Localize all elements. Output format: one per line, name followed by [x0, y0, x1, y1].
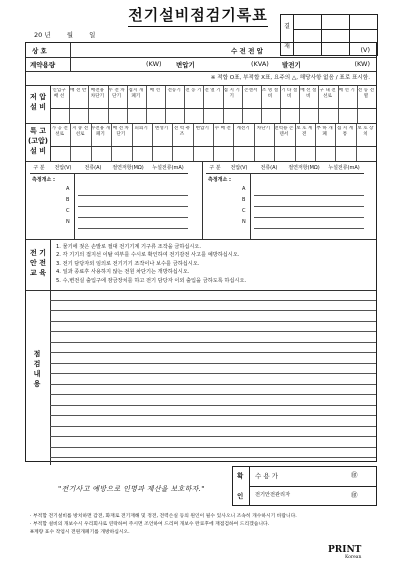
date-day: 일 — [89, 31, 96, 39]
measurement-row-label: B — [66, 197, 70, 203]
low-voltage-item: 전등기 — [167, 88, 181, 93]
high-voltage-answer-cell[interactable] — [315, 147, 335, 161]
low-voltage-answer-cell[interactable] — [261, 109, 280, 123]
low-voltage-answer-cell[interactable] — [127, 109, 146, 123]
measurement-header: 구 분 — [33, 165, 45, 171]
high-voltage-item: 배 전 차단기 — [112, 126, 129, 137]
measurement-row-label: C — [66, 208, 70, 214]
high-voltage-answer-cell[interactable] — [356, 147, 376, 161]
inspection-line[interactable] — [50, 363, 376, 364]
low-voltage-answer-cell[interactable] — [88, 109, 107, 123]
low-voltage-item: 전 등 전 열 — [357, 88, 375, 99]
confirm-top: 확 — [237, 472, 244, 480]
safety-slogan: "전기사고 예방으로 인명과 재산을 보호하자." — [58, 485, 205, 493]
inspection-line[interactable] — [50, 373, 376, 374]
voltage-label: 수 전 전 압 — [231, 46, 263, 55]
high-voltage-item: 지 중 전선로 — [71, 126, 89, 137]
high-voltage-grid — [26, 123, 376, 162]
measurement-row-label: A — [242, 186, 246, 192]
high-voltage-item: 수전용 개폐기 — [90, 126, 111, 137]
inspection-line[interactable] — [50, 331, 376, 332]
voltage-unit: (V) — [360, 46, 370, 54]
logo-text: PRINT — [328, 545, 362, 555]
high-voltage-item: 접 지 계 통 — [336, 126, 354, 137]
customer-label: 수 용 가 — [255, 472, 278, 480]
high-voltage-label: 특 고 (고압) 설 비 — [28, 127, 48, 155]
education-line: 5. 수,변전실 출입구에 잠금장치를 하고 전기 담당자 이외 출입을 금하도록 하십시오. — [56, 277, 247, 284]
low-voltage-grid — [26, 85, 376, 124]
date-year: 20 년 — [34, 31, 51, 39]
high-voltage-answer-cell[interactable] — [254, 147, 274, 161]
high-voltage-answer-cell[interactable] — [132, 147, 152, 161]
measurement-header: 전류(A) — [260, 165, 278, 171]
generator-unit: (KW) — [354, 60, 370, 68]
high-voltage-item: 피뢰기 — [134, 126, 148, 131]
high-voltage-item: 계전기 — [236, 126, 250, 131]
high-voltage-answer-cell[interactable] — [91, 147, 111, 161]
education-line: 1. 물기에 젖은 손발로 절대 전기기계 기구류 조작을 금하십시오. — [56, 244, 202, 250]
low-voltage-answer-cell[interactable] — [165, 109, 184, 123]
high-voltage-answer-cell[interactable] — [295, 147, 315, 161]
low-voltage-item: 전 열 기 — [204, 88, 221, 93]
form-title: 전기설비점검기록표 — [128, 4, 268, 27]
manager-label: 전기안전관리자 — [255, 492, 291, 498]
generator-label: 발전기 — [282, 60, 301, 69]
approval-bottom: 재 — [284, 42, 290, 50]
transformer-unit: (KVA) — [251, 60, 269, 68]
print-logo — [328, 545, 361, 560]
low-voltage-answer-cell[interactable] — [69, 109, 88, 123]
measurement-row-label: B — [242, 197, 246, 203]
measurement-header: 절연저항(MΩ) — [112, 165, 144, 171]
inspection-line[interactable] — [50, 457, 376, 458]
measurement-caption: 측정개소 : — [208, 177, 232, 183]
high-voltage-item: 수 배 전 — [214, 126, 231, 131]
footnote-3: ※계량 표수 작업시 전원개폐기를 개방하십시오. — [30, 530, 130, 535]
low-voltage-item: 배 전 반 — [70, 88, 87, 93]
inspection-line[interactable] — [50, 405, 376, 406]
measurement-header: 전류(A) — [84, 165, 102, 171]
capacity-label: 계약용량 — [30, 60, 56, 69]
high-voltage-item: 전 력 퓨 즈 — [173, 126, 191, 137]
education-label: 전 기 안 전 교 육 — [30, 249, 46, 277]
measurement-header: 누설전류(mA) — [152, 165, 184, 171]
measurement-section — [26, 161, 376, 240]
inspection-line[interactable] — [50, 384, 376, 385]
measurement-header: 전압(V) — [230, 165, 248, 171]
logo-sub: Korean — [345, 555, 362, 560]
education-line: 4. 일과 종료후 사용하지 않는 전원 차단기는 개방하십시오. — [56, 269, 190, 276]
high-voltage-answer-cell[interactable] — [50, 147, 70, 161]
high-voltage-answer-cell[interactable] — [111, 147, 131, 161]
inspection-line[interactable] — [50, 310, 376, 311]
measurement-row-label: N — [66, 219, 70, 225]
measurement-header: 구 분 — [209, 165, 221, 171]
high-voltage-item: 차단기 — [256, 126, 271, 131]
high-voltage-item: 보 호 장 치 — [357, 126, 374, 137]
high-voltage-answer-cell[interactable] — [172, 147, 192, 161]
measurement-row-label: N — [242, 219, 246, 225]
low-voltage-answer-cell[interactable] — [338, 109, 357, 123]
inspection-line[interactable] — [50, 394, 376, 395]
high-voltage-answer-cell[interactable] — [274, 147, 294, 161]
low-voltage-item: 기 타 설 비 — [281, 88, 298, 99]
inspection-label: 점 검 내 용 — [33, 350, 41, 388]
high-voltage-answer-cell[interactable] — [70, 147, 90, 161]
low-voltage-answer-cell[interactable] — [50, 109, 69, 123]
legend-note: ※ 적합 O표, 부적합 X표, 요주의 △, 해당사항 없음 / 표로 표시함. — [210, 75, 370, 81]
measurement-header: 절연저항(MΩ) — [288, 165, 320, 171]
company-label: 상 호 — [32, 46, 47, 55]
measurement-header: 누설전류(mA) — [328, 165, 360, 171]
measurement-cell[interactable] — [254, 217, 364, 229]
low-voltage-item: 배전용 차단기 — [90, 88, 105, 99]
education-line: 3. 전기 담당자외 임의로 전기기기 조작이나 보수를 금하십시오. — [56, 260, 200, 267]
high-voltage-item: 변압기 — [195, 126, 209, 131]
customer-seal[interactable]: ㊞ — [351, 471, 358, 479]
inspection-line[interactable] — [50, 447, 376, 448]
low-voltage-answer-cell[interactable] — [357, 109, 376, 123]
low-voltage-item: 전 동 기 — [185, 88, 202, 93]
low-voltage-answer-cell[interactable] — [318, 109, 337, 123]
approval-top: 결 — [284, 22, 290, 30]
inspection-line[interactable] — [50, 426, 376, 427]
date-line — [34, 30, 109, 39]
form-frame — [25, 42, 377, 462]
low-voltage-item: 배 선 기 — [338, 88, 355, 93]
low-voltage-item: 배 선 설 비 — [300, 88, 317, 99]
high-voltage-item: 변성기 — [154, 126, 169, 131]
signature-box — [232, 466, 377, 506]
measurement-cell[interactable] — [78, 217, 188, 229]
high-voltage-item: 가 공 전선로 — [51, 126, 68, 137]
low-voltage-item: 인입구 배 선 — [52, 88, 66, 99]
capacity-row — [26, 57, 376, 72]
low-voltage-answer-cell[interactable] — [299, 109, 318, 123]
low-voltage-item: 접 지 기 기 — [223, 88, 240, 99]
measurement-header: 전압(V) — [54, 165, 72, 171]
low-voltage-item: 배 선 — [149, 88, 161, 93]
company-row — [26, 43, 376, 58]
low-voltage-answer-cell[interactable] — [223, 109, 242, 123]
inspection-line[interactable] — [50, 321, 376, 322]
inspection-area — [26, 289, 376, 465]
measurement-row-label: A — [66, 186, 70, 192]
measurement-caption: 측정개소 : — [32, 177, 56, 183]
low-voltage-item: 콘센서 — [244, 88, 258, 93]
footnote-2: · 부적합 설비의 개보수시 우리회사로 연락하여 주시면 조언하여 드리며 개보수 완료후에 재점검하여 드리겠습니다. — [30, 522, 270, 527]
low-voltage-item: 조 명 설 비 — [261, 88, 279, 99]
low-voltage-item: 구 내 전선로 — [319, 88, 336, 99]
low-voltage-label: 저 압 설 비 — [30, 93, 46, 111]
company-field[interactable] — [74, 43, 224, 57]
low-voltage-answer-cell[interactable] — [184, 109, 203, 123]
inspection-line[interactable] — [50, 436, 376, 437]
low-voltage-answer-cell[interactable] — [146, 109, 165, 123]
low-voltage-item: 누 전 차단기 — [108, 88, 125, 99]
high-voltage-answer-cell[interactable] — [152, 147, 172, 161]
low-voltage-answer-cell[interactable] — [242, 109, 261, 123]
education-section — [26, 239, 376, 291]
education-line: 2. 각 기기의 접지선 이탈 여부를 수시로 확인하여 전기감전 사고를 예방하십시오. — [56, 252, 240, 259]
inspection-line[interactable] — [50, 342, 376, 343]
high-voltage-item: 보 호 계 전 — [296, 126, 313, 137]
low-voltage-answer-cell[interactable] — [280, 109, 299, 123]
high-voltage-item: 부 하 개 폐 — [316, 126, 333, 137]
low-voltage-answer-cell[interactable] — [108, 109, 127, 123]
inspection-line[interactable] — [50, 415, 376, 416]
inspection-line[interactable] — [50, 352, 376, 353]
high-voltage-answer-cell[interactable] — [233, 147, 253, 161]
capacity-unit: (KW) — [146, 60, 162, 68]
inspection-line[interactable] — [50, 300, 376, 301]
manager-seal[interactable]: ㊞ — [351, 491, 358, 499]
transformer-label: 변압기 — [176, 60, 195, 69]
measurement-row-label: C — [242, 208, 246, 214]
low-voltage-answer-cell[interactable] — [203, 109, 222, 123]
date-month: 월 — [66, 31, 73, 39]
high-voltage-answer-cell[interactable] — [335, 147, 355, 161]
high-voltage-item: 전력용 콘덴서 — [274, 126, 294, 137]
high-voltage-answer-cell[interactable] — [193, 147, 213, 161]
confirm-bottom: 인 — [237, 492, 244, 500]
footnote-1: · 부적합 전기설비를 방치하면 감전, 화재로 전기재해 및 정전, 전력손실 등의 원인이 될수 있사오니 조속히 개수하시기 바랍니다. — [30, 514, 297, 519]
high-voltage-answer-cell[interactable] — [213, 147, 233, 161]
low-voltage-item: 접지 개폐기 — [128, 88, 144, 99]
